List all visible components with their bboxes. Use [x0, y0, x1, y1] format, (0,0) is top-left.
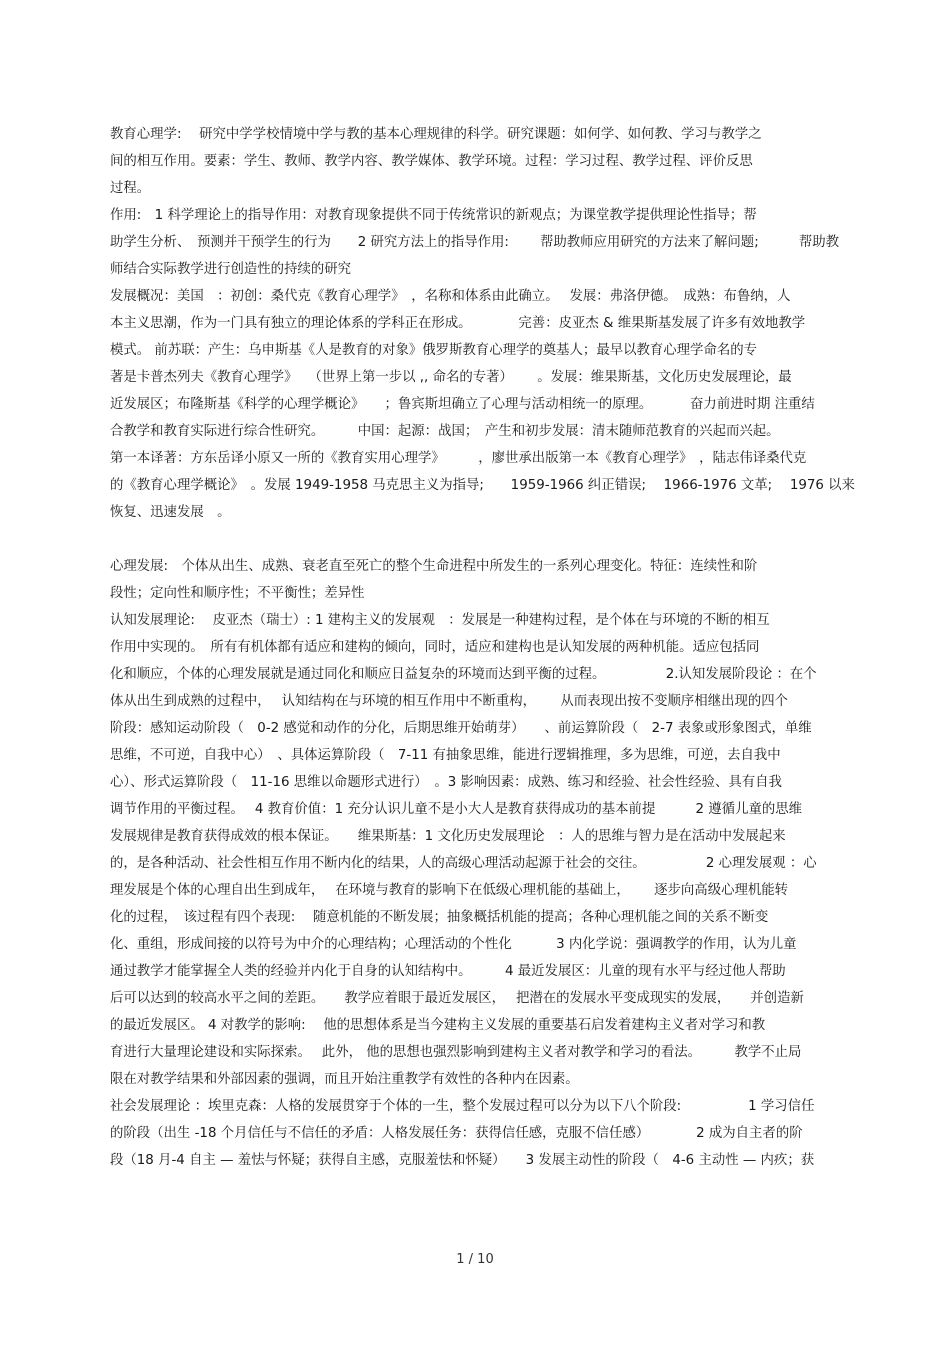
- paragraph-psychological-development: [110, 553, 910, 1174]
- text-line: 社会发展理论 ：埃里克森：人格的发展贯穿于个体的一生，整个发展过程可以分为以下八个阶段: 1 学习信任: [110, 1099, 815, 1114]
- text-line: 助学生分析、 预测并干预学生的行为 2 研究方法上的指导作用: 帮助教师应用研究的方法来了解问题; 帮助教: [110, 235, 840, 250]
- text-line: 第一本译著：方东岳译小原又一所的《教育实用心理学》 ，廖世承出版第一本《教育心理学》 ，陆志伟译桑代克: [110, 451, 807, 466]
- text-line: 作用: 1 科学理论上的指导作用：对教育现象提供不同于传统常识的新观点；为课堂教学提供理论性指导；帮: [110, 208, 757, 223]
- text-line: 著是卡普杰列夫《教育心理学》 （世界上第一步以 ,, 命名的专著） 。发展：维果斯基，文化历史发展理论，最: [110, 370, 792, 385]
- text-line: 化和顺应，个体的心理发展就是通过同化和顺应日益复杂的环境而达到平衡的过程。 2.认知发展阶段论 ：在个: [110, 667, 817, 682]
- text-line: 后可以达到的较高水平之间的差距。 教学应着眼于最近发展区， 把潜在的发展水平变成现实的发展， 并创造新: [110, 991, 804, 1006]
- text-line: 段性；定向性和顺序性；不平衡性；差异性: [110, 586, 365, 601]
- text-line: 体从出生到成熟的过程中， 认知结构在与环境的相互作用中不断重构， 从而表现出按不变顺序相继出现的四个: [110, 694, 789, 709]
- text-line: 师结合实际教学进行创造性的持续的研究: [110, 262, 352, 277]
- text-line: 发展概况：美国 ：初创：桑代克《教育心理学》 ，名称和体系由此确立。 发展：弗洛伊德。 成熟：布鲁纳，人: [110, 289, 791, 304]
- text-line: 的最近发展区。 4 对教学的影响: 他的思想体系是当今建构主义发展的重要基石启发着建构主义者对学习和教: [110, 1018, 766, 1033]
- body-text: [110, 121, 910, 1174]
- text-line: 模式。 前苏联：产生：乌申斯基《人是教育的对象》俄罗斯教育心理学的奠基人；最早以教育心理学命名的专: [110, 343, 758, 358]
- text-line: 育进行大量理论建设和实际探索。 此外， 他的思想也强烈影响到建构主义者对教学和学习的看法。 教学不止局: [110, 1045, 802, 1060]
- page-number: 1 / 10: [456, 1252, 494, 1267]
- text-line: 本主义思潮，作为一门具有独立的理论体系的学科正在形成。 完善：皮亚杰 & 维果斯基发展了许多有效地教学: [110, 316, 806, 331]
- text-line: 认知发展理论: 皮亚杰（瑞士）: 1 建构主义的发展观 ：发展是一种建构过程，是个体在与环境的不断的相互: [110, 613, 770, 628]
- text-line: 的，是各种活动、社会性相互作用不断内化的结果，人的高级心理活动起源于社会的交往。 2 心理发展观 ：心: [110, 856, 817, 871]
- text-line: 理发展是个体的心理自出生到成年， 在环境与教育的影响下在低级心理机能的基础上， 逐步向高级心理机能转: [110, 883, 789, 898]
- text-line: 的阶段（出生 -18 个月信任与不信任的矛盾：人格发展任务：获得信任感，克服不信任感） 2 成为自主者的阶: [110, 1126, 803, 1141]
- text-line: 近发展区；布隆斯基《科学的心理学概论》 ；鲁宾斯坦确立了心理与活动相统一的原理。 奋力前进时期 注重结: [110, 397, 815, 412]
- text-line: 发展规律是教育获得成效的根本保证。 维果斯基：1 文化历史发展理论 ：人的思维与智力是在活动中发展起来: [110, 829, 786, 844]
- text-line: 恢复、迅速发展 。: [110, 505, 231, 520]
- text-line: 心）、形式运算阶段（ 11-16 思维以命题形式进行） 。3 影响因素：成熟、练习和经验、社会性经验、具有自我: [110, 775, 782, 790]
- paragraph-gap: [110, 526, 910, 553]
- text-line: 通过教学才能掌握全人类的经验并内化于自身的认知结构中。 4 最近发展区：儿童的现有水平与经过他人帮助: [110, 964, 786, 979]
- text-line: 段（18 月-4 自主 — 羞怯与怀疑；获得自主感，克服羞怯和怀疑） 3 发展主动性的阶段（ 4-6 主动性 — 内疚；获: [110, 1153, 815, 1168]
- text-line: 间的相互作用。要素：学生、教师、教学内容、教学媒体、教学环境。过程：学习过程、教学过程、评价反思: [110, 154, 753, 169]
- paragraph-educational-psychology: [110, 121, 910, 526]
- text-line: 的《教育心理学概论》 。发展 1949-1958 马克思主义为指导; 1959-1966 纠正错误; 1966-1976 文革; 1976 以来: [110, 478, 855, 493]
- text-line: 心理发展: 个体从出生、成熟、衰老直至死亡的整个生命进程中所发生的一系列心理变化。特征：连续性和阶: [110, 559, 758, 574]
- text-line: 限在对教学结果和外部因素的强调，而且开始注重教学有效性的各种内在因素。: [110, 1072, 579, 1087]
- text-line: 化的过程， 该过程有四个表现: 随意机能的不断发展；抽象概括机能的提高；各种心理机能之间的关系不断变: [110, 910, 769, 925]
- text-line: 化、重组，形成间接的以符号为中介的心理结构；心理活动的个性化 3 内化学说：强调教学的作用，认为儿童: [110, 937, 797, 952]
- text-line: 合教学和教育实际进行综合性研究。 中国：起源：战国； 产生和初步发展：清末随师范教育的兴起而兴起。: [110, 424, 780, 439]
- text-line: 阶段：感知运动阶段（ 0-2 感觉和动作的分化，后期思维开始萌芽） 、前运算阶段（ 2-7 表象或形象图式，单维: [110, 721, 812, 736]
- text-line: 教育心理学: 研究中学学校情境中学与教的基本心理规律的科学。研究课题：如何学、如何教、学习与教学之: [110, 127, 762, 142]
- text-line: 过程。: [110, 181, 151, 196]
- text-line: 调节作用的平衡过程。 4 教育价值：1 充分认识儿童不是小大人是教育获得成功的基本前提 2 遵循儿童的思维: [110, 802, 803, 817]
- text-line: 作用中实现的。 所有有机体都有适应和建构的倾向，同时，适应和建构也是认知发展的两种机能。适应包括同: [110, 640, 760, 655]
- text-line: 思维，不可逆，自我中心） 、具体运算阶段（ 7-11 有抽象思维，能进行逻辑推理，多为思维，可逆，去自我中: [110, 748, 781, 763]
